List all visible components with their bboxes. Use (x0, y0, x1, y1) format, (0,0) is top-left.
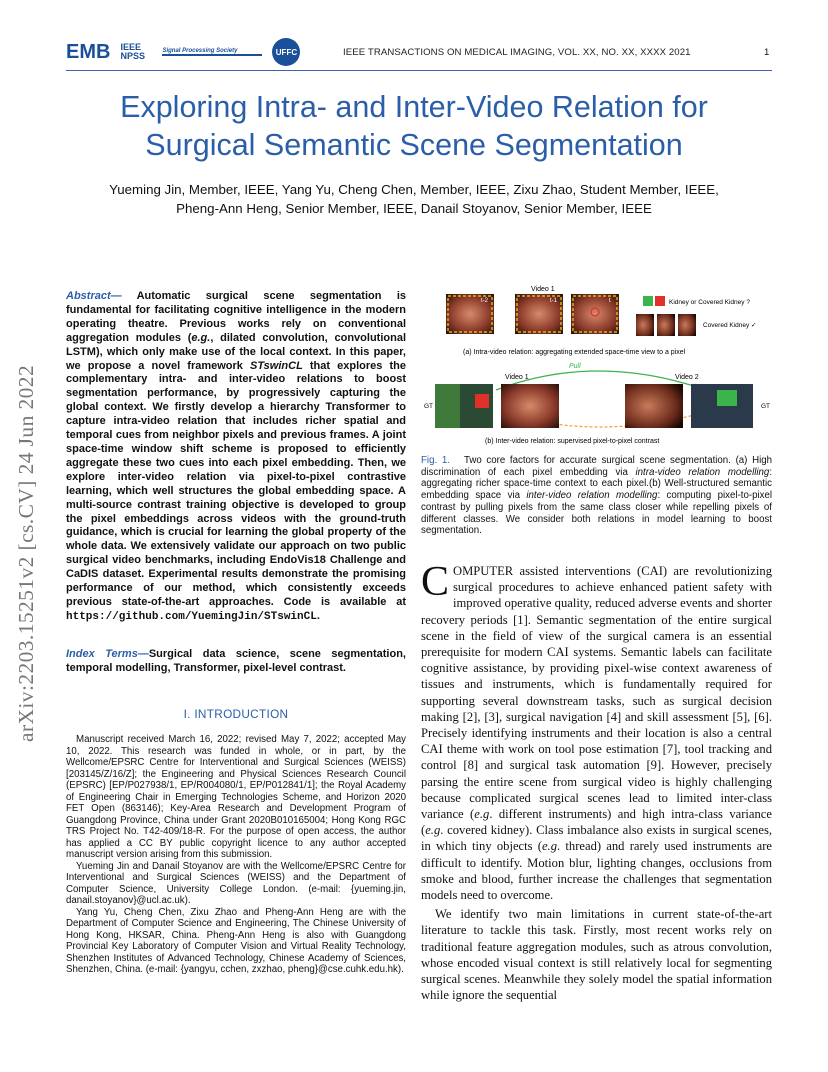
fig-gt-left: GT (424, 403, 434, 410)
frame-t (571, 294, 619, 334)
abstract-text: that explores the complementary intra- and inter-video relations to boost segmentation performance, by progressively capturing the global context. We firstly develop a hierarchy Transformer to capture intra-video relation that includes richer spatial and temporal cues from neighbor pixels and previous frames. A joint space-time window shift scheme is proposed to efficiently aggregate these two cues into each pixel embedding. Then, we explore inter-video relation via pixel-to-pixel contrastive learning, which well structures the global embedding space. A multi-source contrast training objective is developed to group the pixel embeddings across videos with the ground-truth guidance, which is crucial for learning the global property of the whole data. We extensively validate our approach on two public surgical video benchmarks, including EndoVis18 Challenge and CaDIS dataset. Experimental results demonstrate the promising performance of our method, which consistently exceeds previous state-of-the-art approaches. Code is available at (66, 359, 406, 608)
caption-italic: inter-video relation modelling (526, 490, 658, 502)
title-line-2: Surgical Semantic Scene Segmentation (145, 128, 683, 162)
emb-logo: EMB (66, 40, 111, 63)
abstract-text: , dilated convolution, convolutional LSTM), which only make use of the local context. In this paper, we propose a novel framework (66, 331, 406, 372)
frame-t-1-label: t-1 (550, 298, 558, 304)
fig-pull-label: Pull (569, 363, 581, 370)
caption-text: : aggregating richer space-time context to each pixel.(b) Well-structured semantic embedding space via (421, 466, 773, 502)
fig-subcaption-b: (b) Inter-video relation: supervised pixel-to-pixel contrast (485, 438, 660, 445)
intro-text: . covered kidney). Class imbalance also exists in surgical scenes, in which tiny objects ( (421, 823, 772, 854)
fig-answer-label: Covered Kidney ✓ (703, 322, 757, 329)
intro-eg: e.g (474, 807, 490, 822)
caption-text: Two core factors for accurate surgical scene segmentation. (a) High discrimination of each pixel embedding via (421, 455, 773, 478)
abstract-end: . (316, 609, 320, 622)
header-rule (66, 70, 772, 71)
abstract-eg: e.g. (191, 331, 211, 344)
figure-1 (421, 282, 772, 447)
footnote-funding: Manuscript received March 16, 2022; revised May 7, 2022; accepted May 10, 2022. This research was funded in whole, or in part, by the Wellcome/EPSRC Centre for Interventional and Surgical Sciences (WEISS) [203145/Z/16/Z]; the Engineering and Physical Sciences Research Council (EPSRC) [EP/P027938/1, EP/R004080/1, EP/P012841/1]; the Royal Academy of Engineering Chair in Emerging Technologies Scheme, and Horizon 2020 FET Open (863146); Key-Area Research and Development Program of Guangdong Province, China under Grant 2020B010165004; Hong Kong RGC TRS Project No. T42-409/18-R. For the purpose of open access, the author has applied a CC BY public copyright licence to any author accepted manuscript version arising from this submission. (66, 734, 406, 860)
abstract-text: Automatic surgical scene segmentation is fundamental for facilitating cognitive intelligence in the modern operating theatre. Previous works rely on conventional aggregation modules ( (66, 290, 406, 344)
page-number: 1 (764, 47, 770, 58)
framework-name: STswinCL (250, 359, 303, 372)
fig-subcaption-a: (a) Intra-video relation: aggregating extended space-time view to a pixel (463, 349, 686, 356)
intro-text: assisted interventions (CAI) are revolutionizing surgical procedures to achieve enhanced patient safety with improved operative quality, reduced adverse events and shorter recovery periods [1]. Semantic segmentation of the entire surgical scene in the field of view of the surgical camera is an essential prerequisite for modern CAI systems. Semantic labels can facilitate cognitive assistance, by providing pixel-wise context awareness of tissues and instruments, which is fundamentally required for supporting several downstream tasks, such as surgical decision making [2], [3], surgical navigation [4] and skill assessment [5], [6]. Precisely identifying instruments and their location is also a central CAI theme with work on tool pose estimation [7], tool tracking and control [8] and surgical task automation [9]. However, precisely parsing the entire scene from surgical video is highly challenging because complicated surgical scenes lead to limited inter-class variance ( (421, 564, 772, 822)
intro-eg: e.g (541, 839, 558, 854)
frame-t-label: t (609, 298, 611, 304)
fig-video1-label-top: Video 1 (531, 286, 555, 293)
figure-caption (421, 455, 772, 537)
fig-question-label: Kidney or Covered Kidney ? (669, 299, 750, 306)
npss-logo: IEEE NPSS (120, 42, 145, 61)
frame-t-2-label: t-2 (481, 298, 489, 304)
index-terms (66, 648, 406, 676)
author-list (0, 180, 828, 218)
caption-label: Fig. 1. (421, 455, 450, 466)
arxiv-stamp: arXiv:2203.15251v2 [cs.CV] 24 Jun 2022 (14, 364, 38, 742)
intro-paragraph-2: We identify two main limitations in current state-of-the-art literature to tackle this task. Firstly, most recent works rely on traditional feature aggregation modules, such as atrous convolution, whose encoded visual context is still relatively local for segmenting surgical scenes. Meanwhile they solely model the spatial information while ignore the sequential (421, 907, 772, 1003)
authors-line-2: Pheng-Ann Heng, Senior Member, IEEE, Danail Stoyanov, Senior Member, IEEE (176, 201, 652, 216)
fig-gt-right: GT (761, 403, 771, 410)
intro-paragraph-1 (421, 559, 772, 903)
intro-text: . thread) and rarely used instruments are difficult to identify. Motion blur, lighting changes, occlusions from smoke and blood, further increase the challenges that segmentation models need to overcome. (421, 839, 772, 903)
journal-header: IEEE TRANSACTIONS ON MEDICAL IMAGING, VOL. XX, NO. XX, XXXX 2021 (343, 47, 691, 58)
intro-text: . different instruments) and high intra-class variance ( (421, 807, 772, 838)
index-terms-label: Index Terms— (66, 648, 149, 660)
index-terms-text: Surgical data science, scene segmentation, temporal modelling, Transformer, pixel-level contrast. (66, 648, 406, 674)
introduction-body (421, 559, 772, 1003)
video2-frame-b (625, 384, 683, 428)
caption-italic: intra-video relation modelling (635, 466, 770, 478)
intro-smallcaps: OMPUTER (453, 564, 514, 578)
drop-cap: C (421, 559, 450, 605)
abstract (66, 290, 406, 625)
fig-video1-label: Video 1 (505, 374, 529, 381)
uffc-logo: UFFC (272, 38, 300, 66)
abstract-label: Abstract— (66, 290, 122, 302)
query-swatches (643, 296, 665, 306)
frame-t-2 (446, 294, 494, 334)
patch-thumbnails (636, 314, 696, 336)
intro-eg: e.g (425, 823, 441, 838)
fig-video2-label: Video 2 (675, 374, 699, 381)
video1-frame-b (501, 384, 559, 428)
footnote-affiliation-cuhk: Yang Yu, Cheng Chen, Zixu Zhao and Pheng-Ann Heng are with the Department of Computer Science and Engineering, The Chinese University of Hong Kong, HKSAR, China. Pheng-Ann Heng is also with Guangdong Provincial Key Laboratory of Computer Vision and Virtual Reality Technology, Shenzhen Institutes of Advanced Technology, Chinese Academy of Sciences, Shenzhen, China. (e-mail: {yangyu, cchen, zxzhao, pheng}@cse.cuhk.edu.hk). (66, 906, 406, 975)
paper-title (0, 88, 828, 164)
signal-processing-society-logo: Signal Processing Society (162, 48, 262, 56)
section-heading-introduction: I. INTRODUCTION (183, 707, 289, 721)
video1-gt-grid (435, 384, 493, 428)
caption-text: : computing pixel-to-pixel contrast by pulling pixels from the same class closer while repelling pixels of different classes. We consider both relations in model learning to boost segmentation. (421, 490, 772, 537)
publisher-logos (66, 36, 300, 68)
video2-gt-grid (691, 384, 753, 428)
code-url[interactable]: https://github.com/YuemingJin/STswinCL (66, 610, 317, 623)
frame-t-1 (515, 294, 563, 334)
authors-line-1: Yueming Jin, Member, IEEE, Yang Yu, Cheng Chen, Member, IEEE, Zixu Zhao, Student Member, IEEE, (109, 182, 719, 197)
title-line-1: Exploring Intra- and Inter-Video Relation for (120, 90, 708, 124)
footnote-affiliation-ucl: Yueming Jin and Danail Stoyanov are with the Wellcome/EPSRC Centre for Interventional and Surgical Sciences (WEISS) and the Department of Computer Science, University College London. (e-mail: {yueming.jin, danail.stoyanov}@ucl.ac.uk). (66, 860, 406, 906)
footnotes (66, 734, 406, 976)
